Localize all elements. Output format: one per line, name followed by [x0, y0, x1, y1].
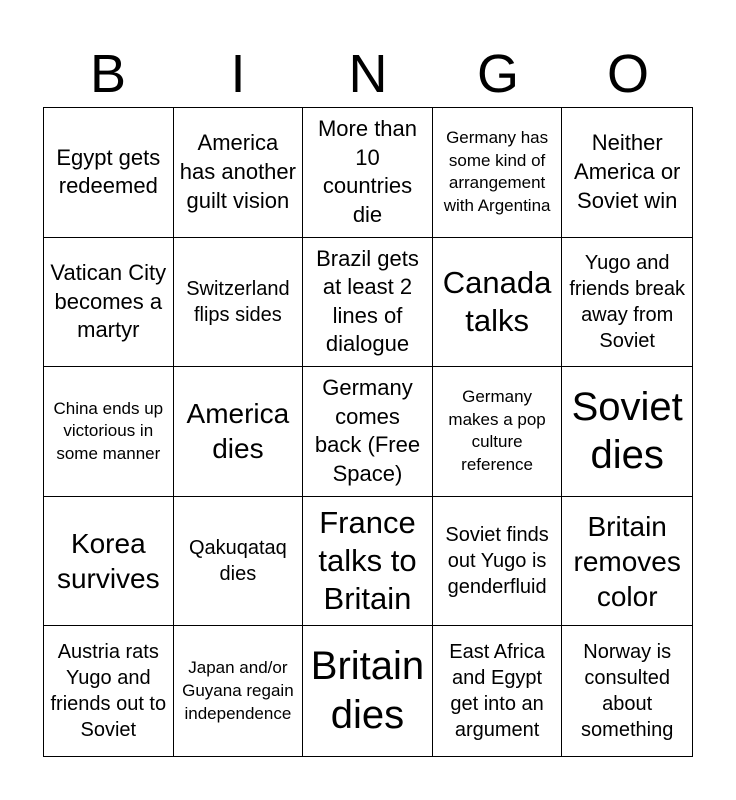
header-letter-b: B: [89, 44, 127, 104]
bingo-cell-text: Britain dies: [310, 644, 425, 738]
bingo-cell[interactable]: [562, 367, 692, 497]
bingo-cell[interactable]: [433, 367, 563, 497]
bingo-cell-text: America dies: [186, 398, 290, 465]
bingo-cell-text: More than 10 countries die: [317, 116, 418, 227]
bingo-cell-text: Vatican City becomes a martyr: [50, 260, 167, 343]
header-letter-n: N: [348, 44, 388, 104]
bingo-cell-text: Germany makes a pop culture reference: [448, 387, 546, 475]
bingo-cell[interactable]: [303, 497, 433, 627]
bingo-cell[interactable]: [562, 238, 692, 368]
bingo-cell[interactable]: [303, 367, 433, 497]
bingo-cell-text: Soviet dies: [571, 384, 683, 478]
bingo-cell[interactable]: [174, 108, 304, 238]
bingo-cell-text: Britain removes color: [573, 510, 681, 612]
bingo-cell-text: Switzerland flips sides: [186, 277, 290, 326]
bingo-cell-text: Japan and/or Guyana regain independence: [182, 658, 294, 723]
header-letter-g: G: [476, 44, 519, 104]
bingo-cell-text: East Africa and Egypt get into an argument: [449, 641, 545, 742]
bingo-cell[interactable]: [44, 497, 174, 627]
bingo-cell[interactable]: [562, 626, 692, 756]
bingo-header: [43, 40, 693, 108]
bingo-cell[interactable]: [303, 238, 433, 368]
bingo-cell[interactable]: [44, 367, 174, 497]
bingo-cell[interactable]: [174, 497, 304, 627]
bingo-cell-text: Canada talks: [442, 265, 552, 338]
bingo-cell-text: Egypt gets redeemed: [56, 144, 161, 199]
bingo-cell-text: Germany has some kind of arrangement with Argentina: [443, 128, 551, 215]
bingo-grid: [43, 107, 693, 757]
bingo-cell-text: Korea survives: [56, 528, 160, 595]
bingo-cell-text: Yugo and friends break away from Soviet: [569, 251, 685, 352]
bingo-cell-text: Norway is consulted about something: [581, 641, 674, 742]
bingo-cell-text: Qakuqataq dies: [188, 537, 287, 586]
bingo-cell-text: China ends up victorious in some manner: [53, 398, 164, 463]
bingo-cell[interactable]: [44, 626, 174, 756]
bingo-cell-text: Germany comes back (Free Space): [314, 375, 421, 487]
bingo-cell-text: Austria rats Yugo and friends out to Soviet: [50, 641, 167, 742]
bingo-cell[interactable]: [303, 108, 433, 238]
bingo-cell[interactable]: [433, 626, 563, 756]
bingo-cell[interactable]: [174, 367, 304, 497]
bingo-cell-text: America has another guilt vision: [179, 130, 296, 213]
bingo-cell[interactable]: [433, 108, 563, 238]
bingo-cell-text: France talks to Britain: [318, 505, 417, 616]
bingo-cell[interactable]: [562, 497, 692, 627]
bingo-cell[interactable]: [174, 626, 304, 756]
bingo-cell-text: Neither America or Soviet win: [574, 130, 681, 213]
header-letter-i: I: [230, 44, 246, 104]
bingo-cell[interactable]: [303, 626, 433, 756]
bingo-cell[interactable]: [174, 238, 304, 368]
bingo-cell[interactable]: [562, 108, 692, 238]
bingo-cell[interactable]: [44, 108, 174, 238]
header-letter-o: O: [606, 44, 649, 104]
bingo-cell[interactable]: [44, 238, 174, 368]
bingo-cell-text: Brazil gets at least 2 lines of dialogue: [316, 245, 419, 357]
bingo-cell[interactable]: [433, 238, 563, 368]
bingo-cell-text: Soviet finds out Yugo is genderfluid: [445, 524, 549, 599]
bingo-cell[interactable]: [433, 497, 563, 627]
